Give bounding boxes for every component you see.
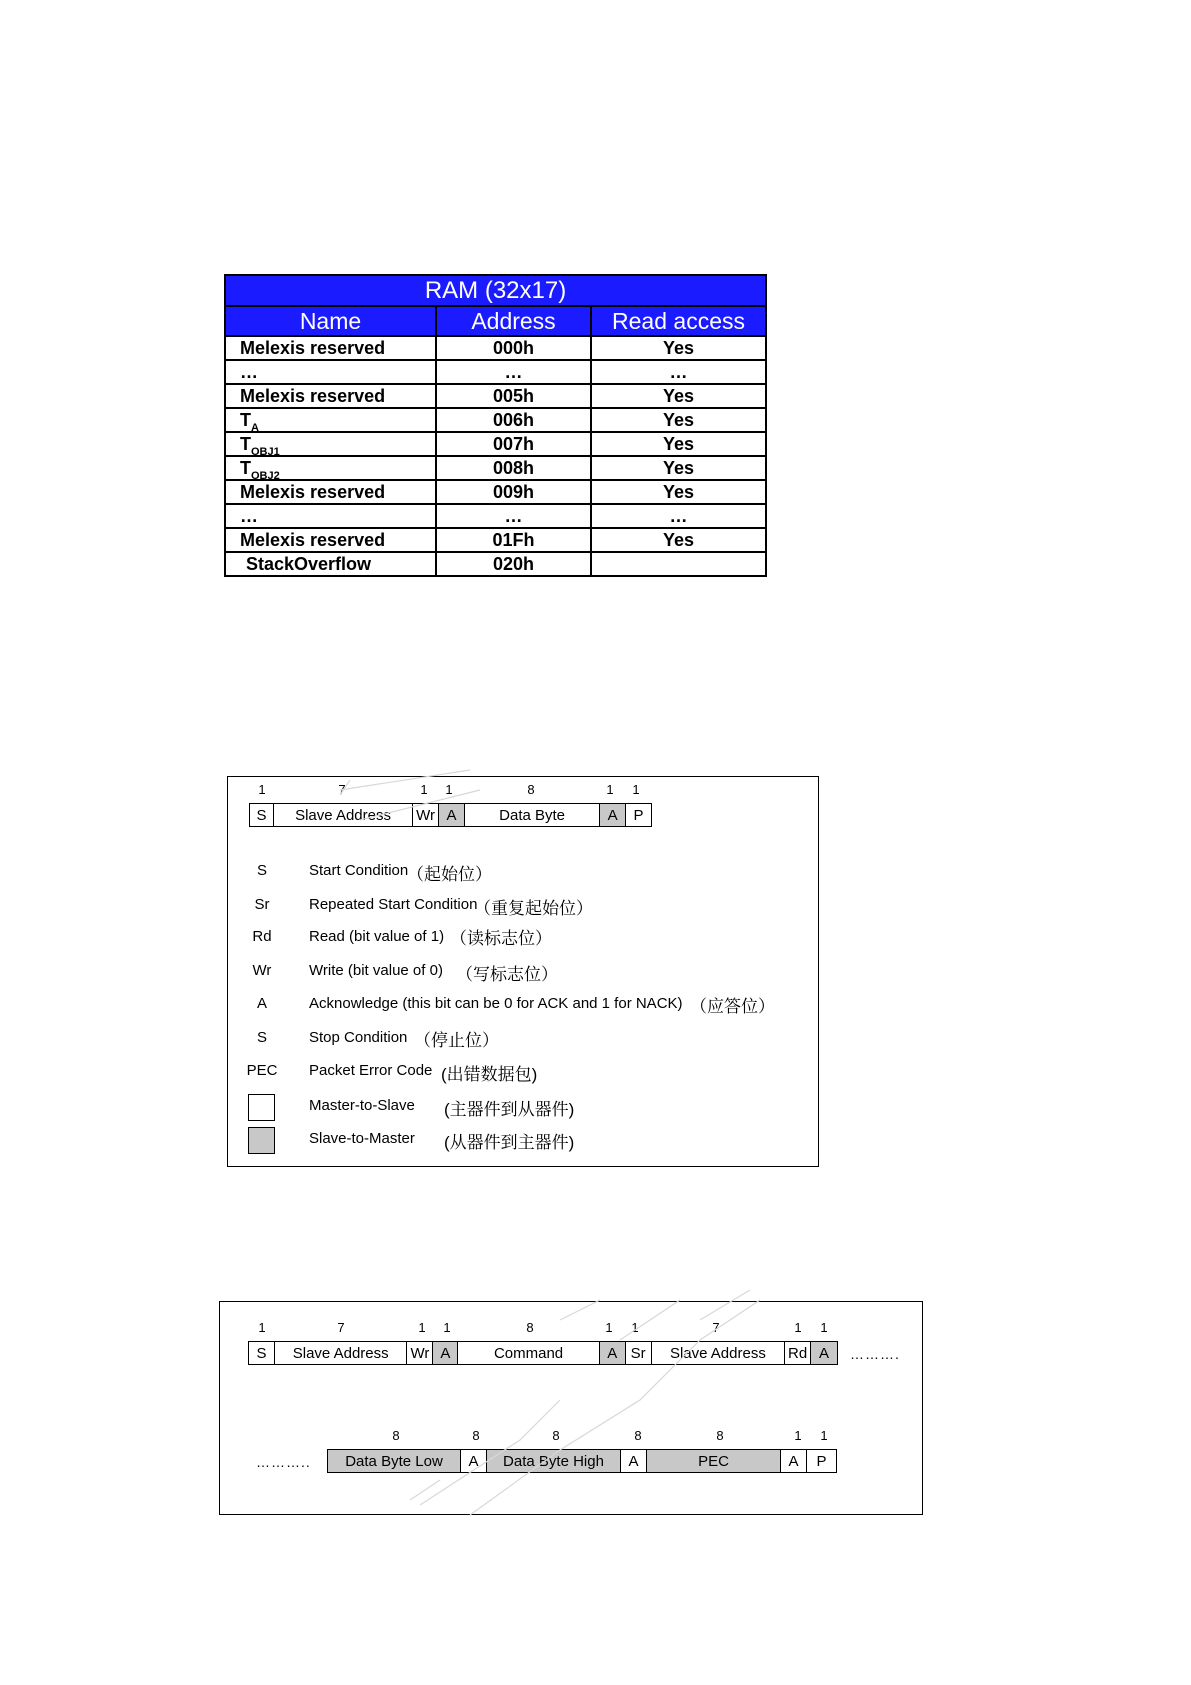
bit-sequence-row-1 [248,1341,838,1365]
legend-desc: Slave-to-Master [309,1130,415,1147]
field-ack: A [621,1450,647,1472]
legend-desc: Repeated Start Condition [309,896,478,913]
legend-cn: （读标志位） [450,929,552,948]
legend-cn: （停止位） [414,1031,499,1050]
table-row [225,432,766,456]
ram-header-read-access: Read access [591,306,766,336]
row-access: … [591,360,766,384]
legend-desc: Stop Condition [309,1029,408,1046]
field-start: S [249,1342,275,1364]
table-row [225,408,766,432]
field-stop: P [816,1452,827,1470]
row-address: 007h [436,432,591,456]
legend-cn: （重复起始位） [474,899,593,918]
row-access: Yes [591,456,766,480]
field-start: S [250,804,274,826]
smbus-frame-legend-figure [227,776,819,1167]
table-row [225,552,766,576]
legend-symbol: S [256,862,267,879]
bit-count: 8 [392,1428,400,1443]
legend-cn: (主器件到从器件) [444,1100,575,1119]
ram-table-title: RAM (32x17) [225,275,766,306]
bit-count: 1 [794,1428,802,1443]
legend-desc: Master-to-Slave [309,1097,415,1114]
legend-cn: (从器件到主器件) [444,1133,575,1152]
bit-count: 1 [420,782,428,797]
row-access: … [591,504,766,528]
legend-cn: （起始位） [407,865,492,884]
table-row [225,456,766,480]
row-access: Yes [591,336,766,360]
bit-count: 1 [258,1320,266,1335]
bit-count: 8 [552,1428,560,1443]
row-access: Yes [591,432,766,456]
bit-count: 7 [337,1320,345,1335]
table-row [225,384,766,408]
row-address: … [436,360,591,384]
bit-count: 8 [634,1428,642,1443]
bit-count: 1 [418,1320,426,1335]
table-row [225,528,766,552]
field-slave-address: Slave Address [274,804,413,826]
bit-count: 1 [605,1320,613,1335]
legend-cn: (出错数据包) [441,1065,538,1084]
bit-sequence [249,803,652,827]
row-name [225,456,436,480]
legend-desc: Start Condition [309,862,409,879]
legend-symbol: Wr [252,962,272,979]
field-ack: A [781,1450,807,1472]
field-ack: A [600,804,626,826]
row-access [591,552,766,576]
row-name-sub: OBJ2 [251,470,280,482]
row-address: 01Fh [436,528,591,552]
row-address: 005h [436,384,591,408]
row-address: … [436,504,591,528]
bit-count: 1 [631,1320,639,1335]
legend-desc: Acknowledge (this bit can be 0 for ACK and 1 for NACK) [309,995,683,1012]
row-name [225,408,436,432]
field-ack: A [439,804,465,826]
table-row [225,504,766,528]
field-data-byte-low: Data Byte Low [328,1450,461,1472]
field-slave-address: Slave Address [275,1342,408,1364]
field-pec: PEC [647,1450,781,1472]
row-address: 000h [436,336,591,360]
row-access: Yes [591,528,766,552]
table-row [225,480,766,504]
legend-cn: （写标志位） [456,965,558,984]
row-access: Yes [591,384,766,408]
legend-desc: Packet Error Code [309,1062,433,1079]
legend-desc: Read (bit value of 1) [309,928,445,945]
row-address: 020h [436,552,591,576]
bit-count: 8 [716,1428,724,1443]
row-name: Melexis reserved [225,528,436,552]
bit-count: 1 [632,782,640,797]
row-name [225,432,436,456]
row-name: … [225,360,436,384]
row-address: 009h [436,480,591,504]
continuation-dots: ……….. [256,1454,311,1470]
field-read: Rd [785,1342,811,1364]
bit-count: 1 [794,1320,802,1335]
master-to-slave-swatch [248,1094,275,1121]
table-row [225,360,766,384]
bit-count: 8 [472,1428,480,1443]
legend-symbol: Sr [254,896,270,913]
field-command: Command [458,1342,600,1364]
field-write: Wr [407,1342,433,1364]
field-data-byte: Data Byte [465,804,600,826]
field-stop: P [633,806,644,824]
row-name-sub: A [251,422,259,434]
bit-count: 7 [712,1320,720,1335]
row-address: 008h [436,456,591,480]
bit-count: 1 [820,1320,828,1335]
field-data-byte-high: Data Byte High [487,1450,621,1472]
row-name: … [225,504,436,528]
legend-desc: Write (bit value of 0) [309,962,443,979]
row-access: Yes [591,480,766,504]
row-name: StackOverflow [225,552,436,576]
row-address: 006h [436,408,591,432]
row-name-main: T [240,458,251,478]
table-row [225,336,766,360]
row-name-sub: OBJ1 [251,446,280,458]
read-word-protocol-figure [219,1301,923,1515]
row-name-main: T [240,410,251,430]
ram-table [224,274,767,577]
legend-symbol: PEC [246,1062,278,1079]
legend-symbol: S [256,1029,267,1046]
legend-symbol: A [256,995,267,1012]
row-name: Melexis reserved [225,384,436,408]
field-slave-address: Slave Address [652,1342,786,1364]
continuation-dots: ………. [850,1346,900,1362]
field-ack: A [433,1342,458,1364]
bit-count: 1 [258,782,266,797]
field-ack: A [811,1342,837,1364]
row-access: Yes [591,408,766,432]
row-name: Melexis reserved [225,480,436,504]
field-write: Wr [413,804,439,826]
bit-count: 8 [526,1320,534,1335]
legend-cn: （应答位） [690,997,775,1016]
bit-count: 1 [820,1428,828,1443]
ram-header-name: Name [225,306,436,336]
row-name-main: T [240,434,251,454]
bit-count: 7 [338,782,346,797]
bit-count: 1 [443,1320,451,1335]
row-name: Melexis reserved [225,336,436,360]
bit-sequence-row-2 [327,1449,837,1473]
field-ack: A [461,1450,487,1472]
field-repeated-start: Sr [626,1342,652,1364]
field-ack: A [600,1342,626,1364]
bit-count: 1 [445,782,453,797]
bit-count: 8 [527,782,535,797]
slave-to-master-swatch [248,1127,275,1154]
bit-count: 1 [606,782,614,797]
legend-symbol: Rd [252,928,272,945]
ram-header-address: Address [436,306,591,336]
